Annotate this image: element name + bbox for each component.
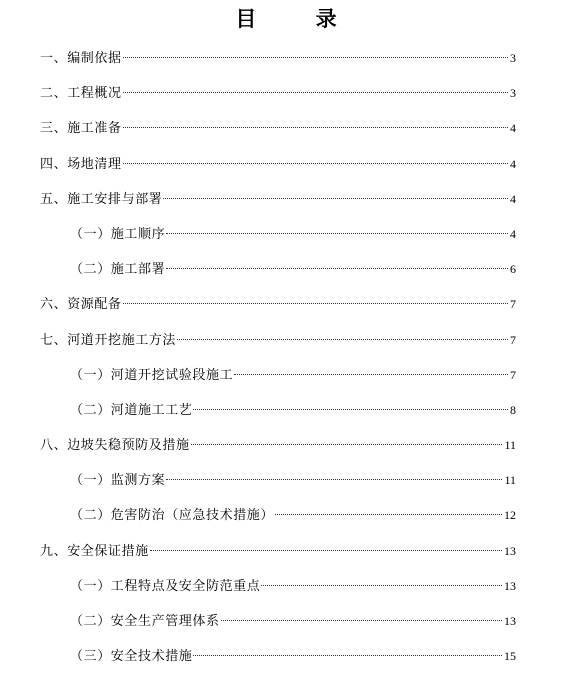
toc-subentry[interactable] <box>40 644 516 679</box>
toc-page-number: 11 <box>504 438 516 453</box>
toc-entry-label: （一）工程特点及安全防范重点 <box>70 578 261 594</box>
toc-entry-label: （三）安全技术措施 <box>70 649 193 665</box>
toc-page-number: 12 <box>504 508 516 523</box>
toc-entry-label: 四、场地清理 <box>40 156 122 172</box>
toc-entry-label: 三、施工准备 <box>40 121 122 137</box>
toc-entry-label: （一）监测方案 <box>70 473 166 489</box>
dot-leader <box>261 584 502 586</box>
toc-entry-label: 二、工程概况 <box>40 86 122 102</box>
dot-leader <box>123 91 508 93</box>
toc-subentry[interactable] <box>40 609 516 644</box>
toc-entry[interactable] <box>40 292 516 327</box>
toc-page-number: 3 <box>510 51 516 65</box>
toc-subentry[interactable] <box>40 574 516 609</box>
dot-leader <box>177 338 508 340</box>
dot-leader <box>150 549 502 551</box>
toc-subentry[interactable] <box>40 222 516 257</box>
dot-leader <box>275 513 502 515</box>
toc-entry-label: （二）施工部署 <box>70 262 166 278</box>
table-of-contents <box>40 46 516 679</box>
toc-page-number: 6 <box>510 262 516 277</box>
toc-page-number: 13 <box>504 614 516 628</box>
toc-page-number: 7 <box>510 367 516 382</box>
toc-entry-label: （一）施工顺序 <box>70 226 166 242</box>
toc-page-number: 4 <box>510 191 516 206</box>
dot-leader <box>221 619 502 621</box>
toc-entry[interactable] <box>40 116 516 151</box>
toc-entry[interactable] <box>40 46 516 81</box>
dot-leader <box>193 408 508 410</box>
toc-entry-label: 九、安全保证措施 <box>40 543 149 559</box>
toc-subentry[interactable] <box>40 398 516 433</box>
toc-entry[interactable] <box>40 81 516 116</box>
toc-entry-label: 五、施工安排与部署 <box>40 191 163 207</box>
dot-leader <box>193 654 502 656</box>
toc-entry-label: 七、河道开挖施工方法 <box>40 332 177 348</box>
dot-leader <box>166 478 502 480</box>
toc-subentry[interactable] <box>40 503 516 538</box>
toc-page-number: 15 <box>504 649 516 664</box>
toc-entry[interactable] <box>40 433 516 468</box>
toc-page-number: 7 <box>510 332 516 347</box>
toc-entry[interactable] <box>40 152 516 187</box>
dot-leader <box>166 232 508 234</box>
dot-leader <box>191 443 503 445</box>
dot-leader <box>166 267 508 269</box>
dot-leader <box>123 56 508 58</box>
toc-entry[interactable] <box>40 539 516 574</box>
dot-leader <box>123 126 508 128</box>
dot-leader <box>123 162 508 164</box>
toc-entry-label: 一、编制依据 <box>40 51 122 66</box>
toc-entry[interactable] <box>40 187 516 222</box>
toc-entry-label: 六、资源配备 <box>40 297 122 313</box>
toc-page-number: 4 <box>510 156 516 171</box>
page-title: 目 录 <box>235 7 363 31</box>
dot-leader <box>123 302 508 304</box>
toc-page-number: 13 <box>504 578 516 593</box>
toc-page-number: 4 <box>510 121 516 136</box>
toc-entry[interactable] <box>40 328 516 363</box>
toc-subentry[interactable] <box>40 468 516 503</box>
toc-entry-label: （二）安全生产管理体系 <box>70 614 220 629</box>
toc-page-number: 11 <box>504 473 516 488</box>
dot-leader <box>234 373 508 375</box>
toc-entry-label: （二）河道施工工艺 <box>70 402 193 418</box>
toc-entry-label: 八、边坡失稳预防及措施 <box>40 438 190 454</box>
dot-leader <box>163 197 508 199</box>
toc-page-number: 7 <box>510 297 516 312</box>
toc-page-number: 8 <box>510 402 516 417</box>
toc-page-number: 13 <box>504 543 516 558</box>
toc-entry-label: （一）河道开挖试验段施工 <box>70 367 234 383</box>
toc-subentry[interactable] <box>40 257 516 292</box>
toc-page-number: 3 <box>510 86 516 101</box>
toc-page-number: 4 <box>510 226 516 241</box>
toc-subentry[interactable] <box>40 363 516 398</box>
toc-entry-label: （二）危害防治（应急技术措施） <box>70 508 275 524</box>
